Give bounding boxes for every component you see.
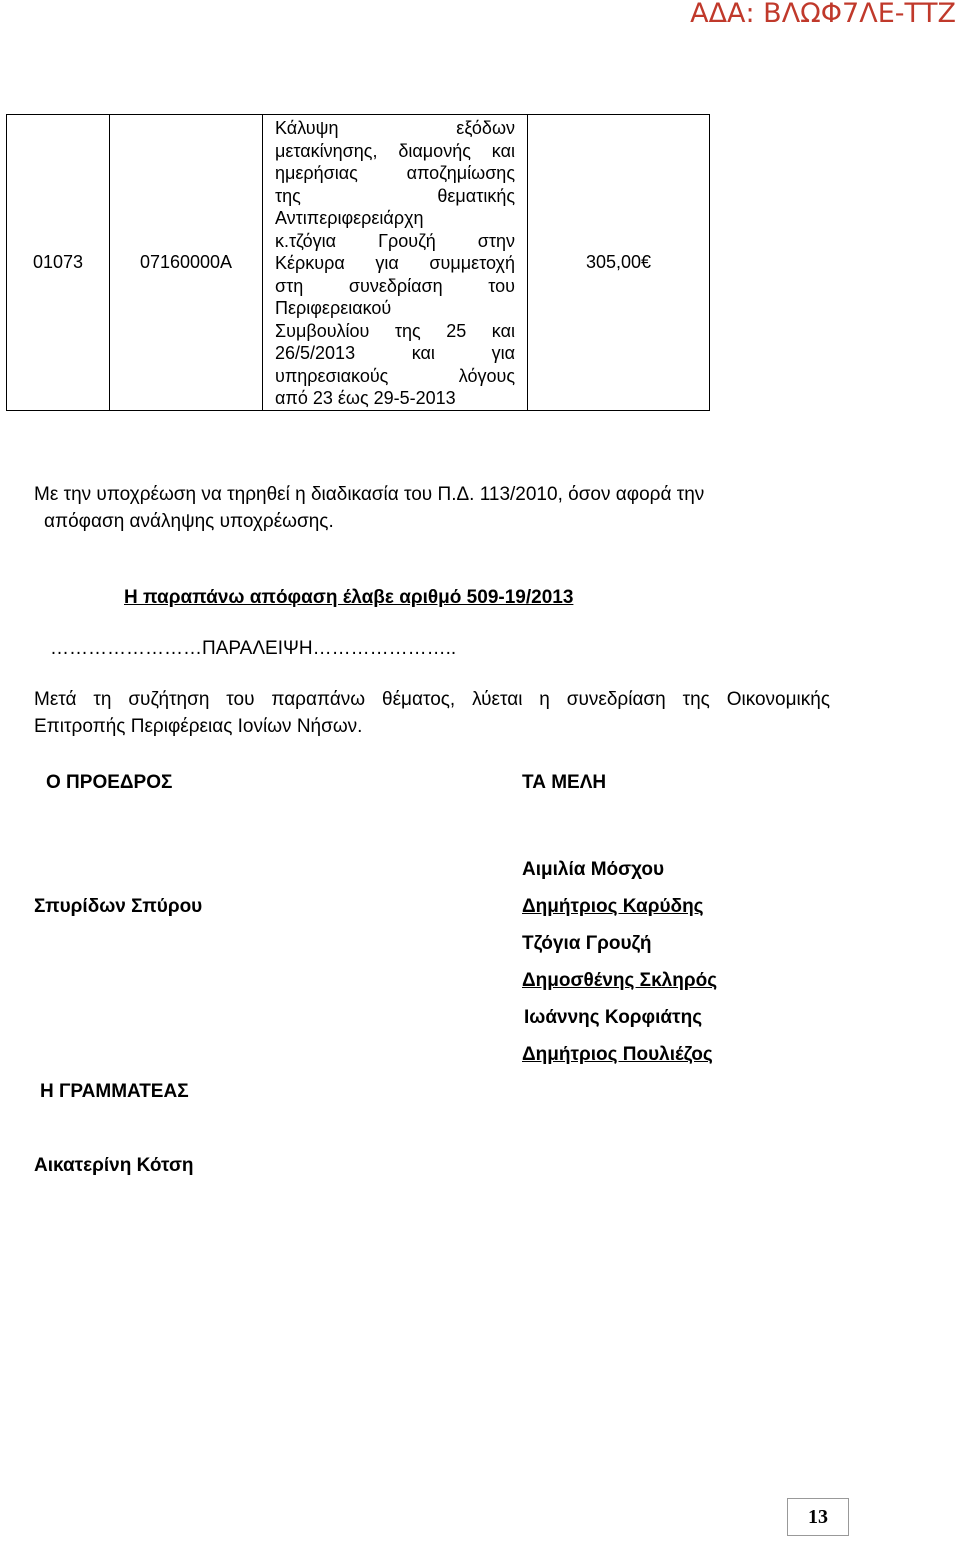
member-name: Δημήτριος Καρύδης — [522, 896, 704, 917]
description-line: Κέρκυρα για συμμετοχή — [275, 253, 515, 273]
member-name: Αιμιλία Μόσχου — [522, 859, 665, 880]
obligation-line: Με την υποχρέωση να τηρηθεί η διαδικασία του Π.Δ. 113/2010, όσον αφορά την — [34, 484, 705, 505]
obligation-paragraph — [34, 481, 794, 535]
description-line: μετακίνησης, διαμονής και — [275, 140, 515, 161]
description-line: Κάλυψη εξόδων — [275, 118, 515, 138]
closing-paragraph — [34, 686, 830, 740]
closing-line: Επιτροπής Περιφέρειας Ιονίων Νήσων. — [34, 716, 363, 737]
description-line: στη συνεδρίαση του — [275, 275, 515, 296]
description-line: από 23 έως 29-5-2013 — [275, 388, 456, 408]
members-title: ΤΑ ΜΕΛΗ — [522, 772, 607, 793]
closing-line: Μετά τη συζήτηση του παραπάνω θέματος, λύεται η συνεδρίαση της Οικονομικής — [34, 689, 830, 710]
decision-number: Η παραπάνω απόφαση έλαβε αριθμό 509-19/2013 — [124, 587, 574, 608]
secretary-name: Αικατερίνη Κότση — [34, 1155, 194, 1176]
description-line: 26/5/2013 και για — [275, 343, 515, 363]
member-name: Δημοσθένης Σκληρός — [522, 970, 718, 991]
page-number: 13 — [787, 1498, 849, 1536]
description-line: ημερήσιας αποζημίωσης — [275, 163, 515, 183]
president-title: Ο ΠΡΟΕΔΡΟΣ — [46, 772, 173, 793]
account-number-cell: 07160000Α — [110, 115, 263, 411]
table-row — [7, 115, 710, 411]
obligation-line: απόφαση ανάληψης υποχρέωσης. — [44, 511, 334, 532]
president-name: Σπυρίδων Σπύρου — [34, 896, 203, 917]
description-line: Συμβουλίου της 25 και — [275, 320, 515, 341]
description-line: υπηρεσιακούς λόγους — [275, 365, 515, 386]
description-line: κ.τζόγια Γρουζή στην — [275, 230, 515, 251]
amount-cell: 305,00€ — [528, 115, 710, 411]
secretary-title: Η ΓΡΑΜΜΑΤΕΑΣ — [40, 1081, 189, 1102]
member-name: Τζόγια Γρουζή — [522, 933, 652, 954]
member-name: Δημήτριος Πουλιέζος — [522, 1044, 713, 1065]
ada-code: ΑΔΑ: ΒΛΩΦ7ΛΕ-ΤΤΖ — [690, 0, 956, 29]
description-line: Αντιπεριφερειάρχη — [275, 208, 424, 228]
member-name: Ιωάννης Κορφιάτης — [524, 1007, 703, 1028]
description-line: Περιφερειακού — [275, 298, 392, 318]
omission-marker: ……………………ΠΑΡΑΛΕΙΨΗ………………….. — [50, 638, 457, 659]
description-line: της θεματικής — [275, 185, 515, 206]
description-cell — [263, 115, 528, 411]
expense-code-cell: 01073 — [7, 115, 110, 411]
expense-table — [6, 114, 710, 411]
